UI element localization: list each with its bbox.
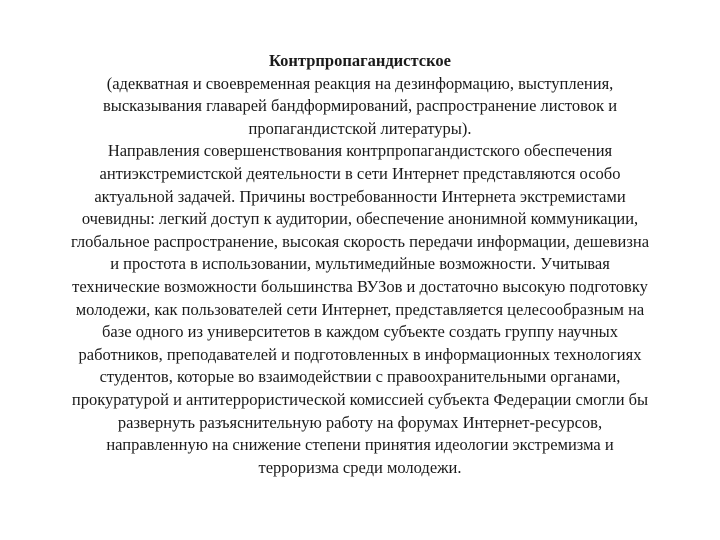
text-line: молодежи, как пользователей сети Интернет, представляется целесообразным на (75, 299, 645, 319)
text-line: развернуть разъяснительную работу на форумах Интернет-ресурсов, (117, 412, 603, 432)
text-line: актуальной задачей. Причины востребованности Интернета экстремистами (94, 186, 626, 206)
body-text-block (40, 50, 680, 479)
text-line: (адекватная и своевременная реакция на дезинформацию, выступления, (106, 73, 614, 93)
text-line: студентов, которые во взаимодействии с правоохранительными органами, (99, 367, 621, 387)
text-line: высказывания главарей бандформирований, распространение листовок и (102, 96, 618, 116)
text-line: терроризма среди молодежи. (258, 457, 462, 477)
text-line: антиэкстремистской деятельности в сети Интернет представляются особо (99, 163, 621, 183)
text-line: и простота в использовании, мультимедийные возможности. Учитывая (110, 254, 610, 274)
text-line: прокуратурой и антитеррористической комиссией субъекта Федерации смогли бы (71, 389, 649, 409)
text-line: базе одного из университетов в каждом субъекте создать группу научных (102, 322, 618, 342)
text-line: пропагандистской литературы). (248, 118, 472, 138)
text-line: направленную на снижение степени принятия идеологии экстремизма и (106, 435, 614, 455)
text-line: технические возможности большинства ВУЗов и достаточно высокую подготовку (72, 276, 648, 296)
text-line: работников, преподавателей и подготовленных в информационных технологиях (78, 344, 642, 364)
text-line: очевидны: легкий доступ к аудитории, обеспечение анонимной коммуникации, (81, 209, 639, 229)
text-line: глобальное распространение, высокая скорость передачи информации, дешевизна (70, 231, 650, 251)
text-line: Направления совершенствования контрпропагандистского обеспечения (107, 141, 613, 161)
slide-title: Контрпропагандистское (269, 51, 451, 70)
